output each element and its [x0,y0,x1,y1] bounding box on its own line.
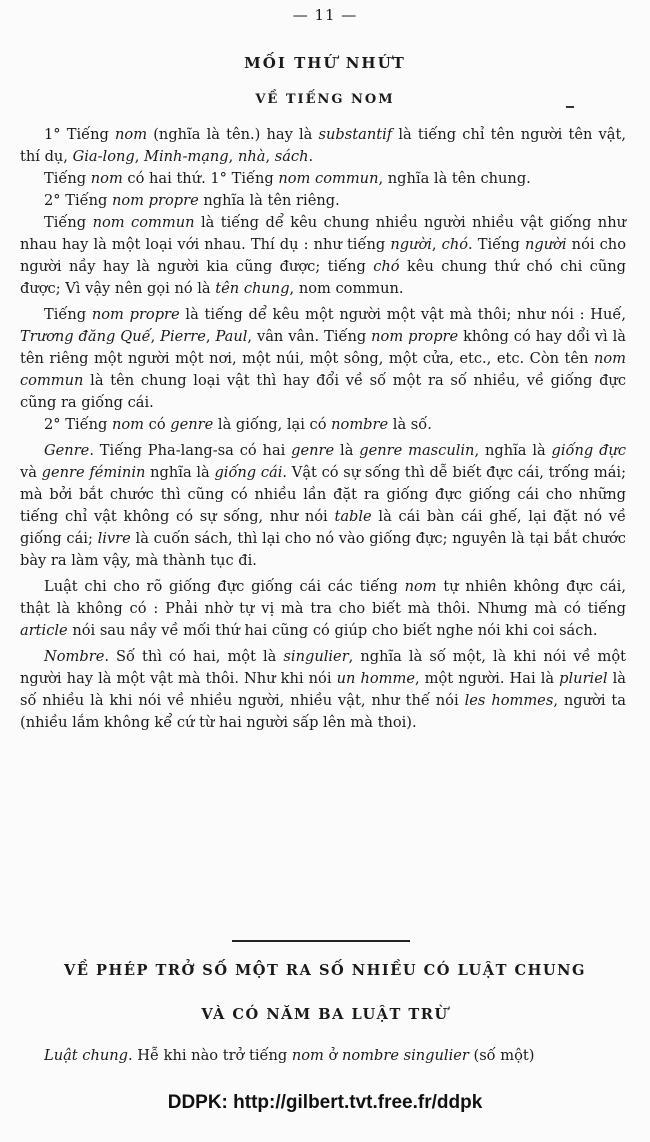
text-run: Tiếng [44,214,93,231]
text-run: , [134,148,145,165]
text-run: , [265,148,275,165]
text-run: , nghĩa là [474,442,552,459]
text-run: . Hễ khi nào trở tiếng [128,1047,292,1064]
text-run: , nghĩa là tên chung. [378,170,531,187]
text-run: nghĩa là [145,464,215,481]
italic-term: nom propre [111,192,199,209]
text-run: (số một) [468,1047,535,1064]
last-line [44,1045,624,1067]
text-run: , [205,328,216,345]
text-run: . Số thì có hai, một là [104,648,284,665]
italic-term: giống cái [214,464,283,481]
text-run: là giống, lại có [213,416,332,433]
text-run: không có hay dổi vì là tên riêng một người một nơi, một núi, một sông, một cửa, etc., etc. Còn tên [20,328,626,367]
italic-term: nombre [331,416,389,433]
text-run: là tiếng dể kêu chung nhiều người nhiều vật giống như nhau hay là một loại với nhau. Thí dụ : như tiếng [20,214,626,253]
paragraph [20,304,626,414]
text-run: là tiếng dể kêu một người một vật mà thôi; như nói : Huế, [179,306,627,323]
text-run: là số. [388,416,432,433]
paragraph [20,190,626,212]
section-title: VỀ TIẾNG NOM [255,92,395,107]
text-run: có hai thứ. 1° Tiếng [122,170,279,187]
italic-term: người [390,236,432,253]
text-run: 2° Tiếng [44,192,112,209]
italic-term: Gia-long [72,148,135,165]
italic-term: Luật chung [44,1047,129,1064]
italic-term: Minh-mạng [144,148,229,165]
paragraph [20,414,626,436]
text-run: ở [323,1047,342,1064]
text-run: . Tiếng Pha-lang-sa có hai [89,442,292,459]
italic-term: genre [170,416,214,433]
text-run: là số nhiều là khi nói về nhiều người, nhiều vật, như thế nói [20,670,626,709]
italic-term: article [20,622,68,639]
italic-term: người [524,236,567,253]
text-run: nghĩa là tên riêng. [198,192,340,209]
text-run: , vân vân. Tiếng [247,328,372,345]
text-run: . [308,148,314,165]
text-run: là tên chung loại vật thì hay đổi về số một ra số nhiều, về giống đực cũng ra giống cái. [20,372,626,411]
chapter-title: MỐI THỨ NHỨT [244,54,406,72]
italic-term: nom commun [278,170,379,187]
text-run: nói sau nầy về mối thứ hai cũng có giúp cho biết nghe nói khi coi sách. [67,622,598,639]
italic-term: giống đực [551,442,626,459]
italic-term: nom propre [91,306,180,323]
page-number: — 11 — [292,6,358,24]
paragraph [20,646,626,734]
italic-term: Paul [215,328,248,345]
italic-term: genre [291,442,335,459]
text-run: tự nhiên không đực cái, thật là không có : Phải nhờ tự vị mà tra cho biết mà thôi. Nhưng mà có tiếng [20,578,626,617]
italic-term: singulier [283,648,349,665]
italic-term: Genre [44,442,90,459]
text-run: là tiếng chỉ tên người tên vật, thí dụ, [20,126,626,165]
section-heading-line-2: VÀ CÓ NĂM BA LUẬT TRỪ [201,1006,449,1023]
italic-term: nom [90,170,123,187]
text-run: 1° Tiếng [44,126,116,143]
italic-term: nombre singulier [341,1047,469,1064]
text-run: là [334,442,360,459]
text-run: . Vật có sự sống thì dễ biết đực cái, trống mái; mà bởi bắt chước thì cũng có nhiều lần đặt ra giống đực giống cái cho những tiếng chỉ vật không có sự sống, như nói [20,464,626,525]
italic-term: chó [441,236,469,253]
text-run: Tiếng [44,306,92,323]
italic-term: substantif [318,126,393,143]
paragraph [20,124,626,168]
italic-term: tên chung [215,280,290,297]
section-heading-line-1: VỀ PHÉP TRỞ SỐ MỘT RA SỐ NHIỀU CÓ LUẬT CHUNG [64,962,586,979]
italic-term: Pierre [160,328,206,345]
italic-term: Trương đăng Quế [20,328,151,345]
source-watermark: DDPK: http://gilbert.tvt.free.fr/ddpk [167,1092,483,1113]
italic-term: un homme [336,670,415,687]
body-text [20,124,626,734]
text-run: 2° Tiếng [44,416,112,433]
text-run: , [431,236,442,253]
text-run: có [144,416,171,433]
text-run: (nghĩa là tên.) hay là [147,126,319,143]
text-run: , nghĩa là số một, là khi nói về một người hay là một vật mà thôi. Như khi nói [20,648,626,687]
text-run: , [150,328,161,345]
italic-term: genre masculin [359,442,475,459]
italic-term: nom [404,578,437,595]
italic-term: nom propre [371,328,459,345]
text-run: , một người. Hai là [414,670,560,687]
text-run: , người ta (nhiều lắm không kể cứ từ hai người sấp lên mà thoi). [20,692,627,731]
italic-term: chó [373,258,400,275]
text-run: kêu chung thứ chó chi cũng được; Vì vậy nên gọi nó là [20,258,626,297]
italic-term: nom [111,416,145,433]
italic-term: nom [291,1047,324,1064]
section-divider [232,940,410,942]
italic-term: nhà [237,148,266,165]
paragraph [20,168,626,190]
paragraph [20,212,626,300]
text-run: nói cho người nầy hay là người kia cũng được; tiếng [20,236,626,275]
italic-term: sách [274,148,309,165]
text-run: là cuốn sách, thì lại cho nó vào giống đực; nguyên là tại bắt chước bày ra làm vậy, mà thành tục đi. [20,530,626,569]
ink-mark [566,106,574,108]
paragraph [20,576,626,642]
text-run: Tiếng [44,170,91,187]
italic-term: Nombre [44,648,105,665]
text-run: , nom commun. [289,280,404,297]
italic-term: les hommes [464,692,554,709]
italic-term: nom commun [92,214,195,231]
text-run: , [228,148,238,165]
italic-term: nom commun [20,350,626,389]
paragraph [20,440,626,572]
italic-term: pluriel [559,670,608,687]
text-run: Luật chi cho rõ giống đực giống cái các tiếng [44,578,405,595]
italic-term: genre féminin [41,464,146,481]
italic-term: nom [115,126,148,143]
italic-term: livre [97,530,131,547]
text-run: . Tiếng [468,236,525,253]
italic-term: table [334,508,372,525]
text-run: là cái bàn cái ghế, lại đặt nó về giống cái; [20,508,626,547]
text-run: và [20,464,42,481]
